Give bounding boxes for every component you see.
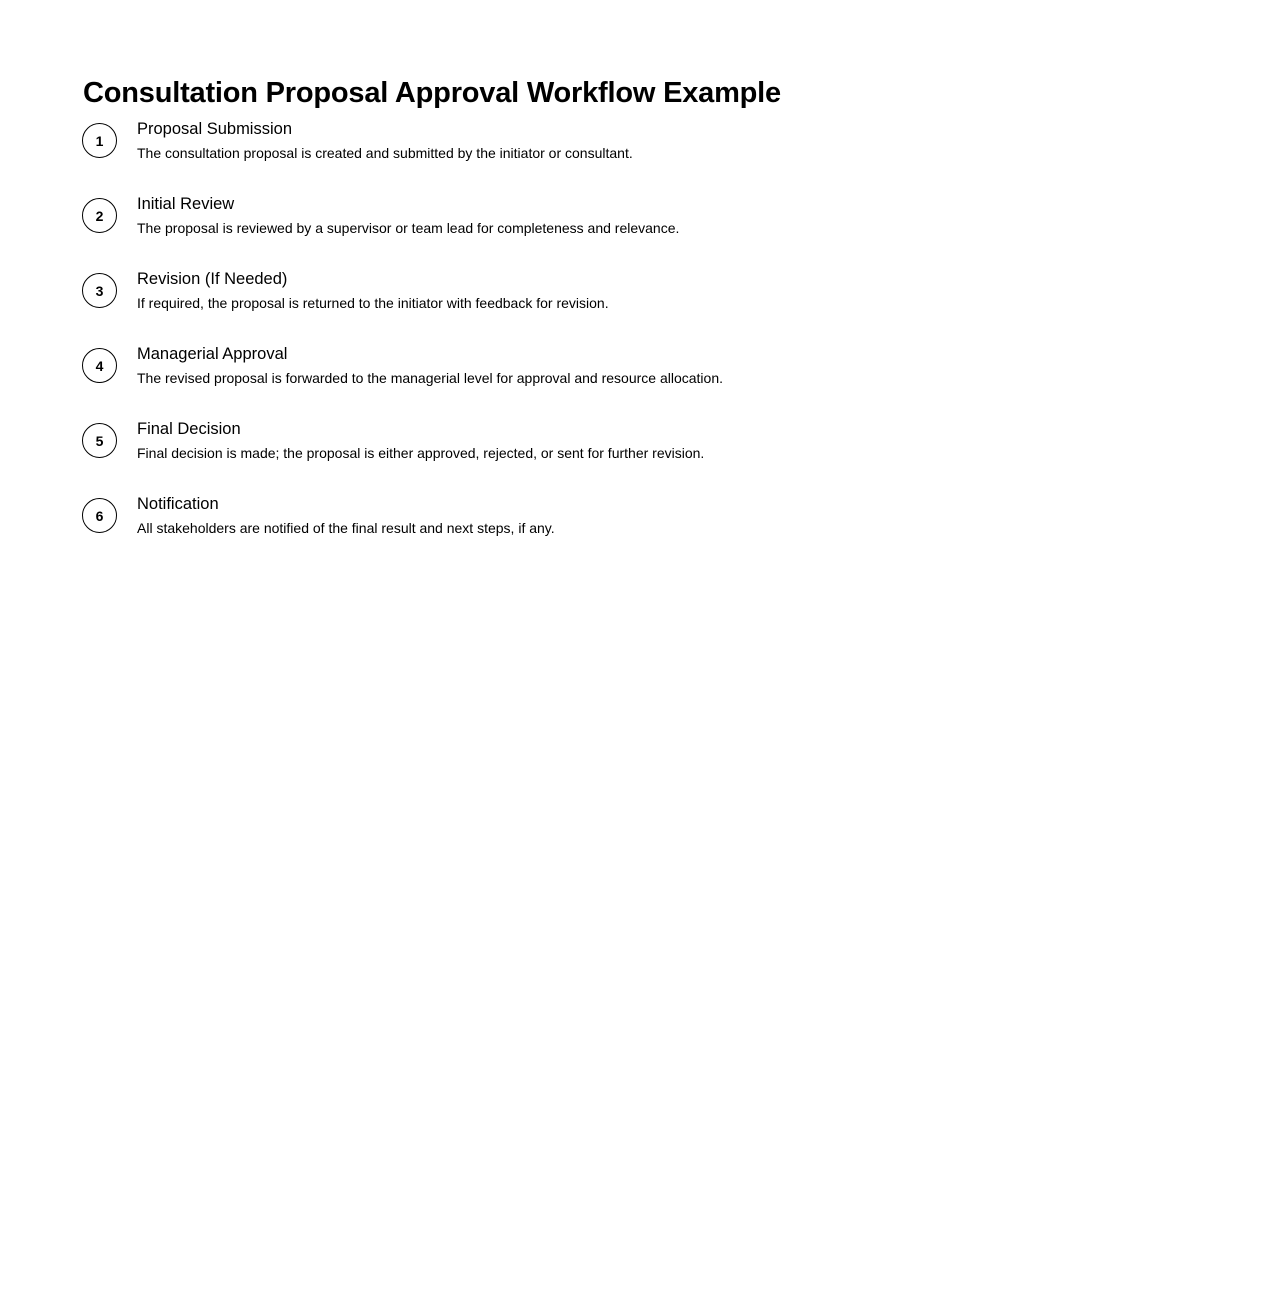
workflow-step-3	[82, 268, 1182, 343]
step-description: The revised proposal is forwarded to the managerial level for approval and resource allocation.	[137, 370, 723, 386]
step-number-label: 6	[95, 507, 104, 524]
workflow-step-2	[82, 193, 1182, 268]
workflow-step-1	[82, 118, 1182, 193]
step-content-5	[137, 418, 704, 464]
step-number-label: 5	[95, 432, 104, 449]
step-title: Initial Review	[137, 195, 235, 213]
step-content-4	[137, 343, 723, 389]
step-content-3	[137, 268, 609, 314]
step-number-label: 4	[95, 357, 104, 374]
step-number-badge-4	[82, 348, 117, 383]
step-title: Final Decision	[137, 420, 241, 438]
step-description: The proposal is reviewed by a supervisor or team lead for completeness and relevance.	[137, 220, 680, 236]
step-title: Proposal Submission	[137, 120, 292, 138]
step-number-label: 1	[95, 132, 104, 149]
step-content-2	[137, 193, 679, 239]
step-number-label: 3	[95, 282, 104, 299]
step-number-badge-6	[82, 498, 117, 533]
step-number-badge-1	[82, 123, 117, 158]
step-description: The consultation proposal is created and submitted by the initiator or consultant.	[137, 145, 633, 161]
page-title: Consultation Proposal Approval Workflow Example	[83, 77, 781, 110]
step-content-6	[137, 493, 555, 539]
step-description: If required, the proposal is returned to the initiator with feedback for revision.	[137, 295, 609, 311]
workflow-step-6	[82, 493, 1182, 568]
step-description: Final decision is made; the proposal is either approved, rejected, or sent for further revision.	[137, 445, 705, 461]
step-number-badge-2	[82, 198, 117, 233]
step-title: Notification	[137, 495, 219, 513]
step-number-badge-5	[82, 423, 117, 458]
step-description: All stakeholders are notified of the final result and next steps, if any.	[137, 520, 555, 536]
step-content-1	[137, 118, 633, 164]
workflow-step-5	[82, 418, 1182, 493]
step-number-badge-3	[82, 273, 117, 308]
step-title: Revision (If Needed)	[137, 270, 288, 288]
step-title: Managerial Approval	[137, 345, 288, 363]
step-number-label: 2	[95, 207, 104, 224]
workflow-step-4	[82, 343, 1182, 418]
workflow-step-list	[82, 118, 1182, 568]
